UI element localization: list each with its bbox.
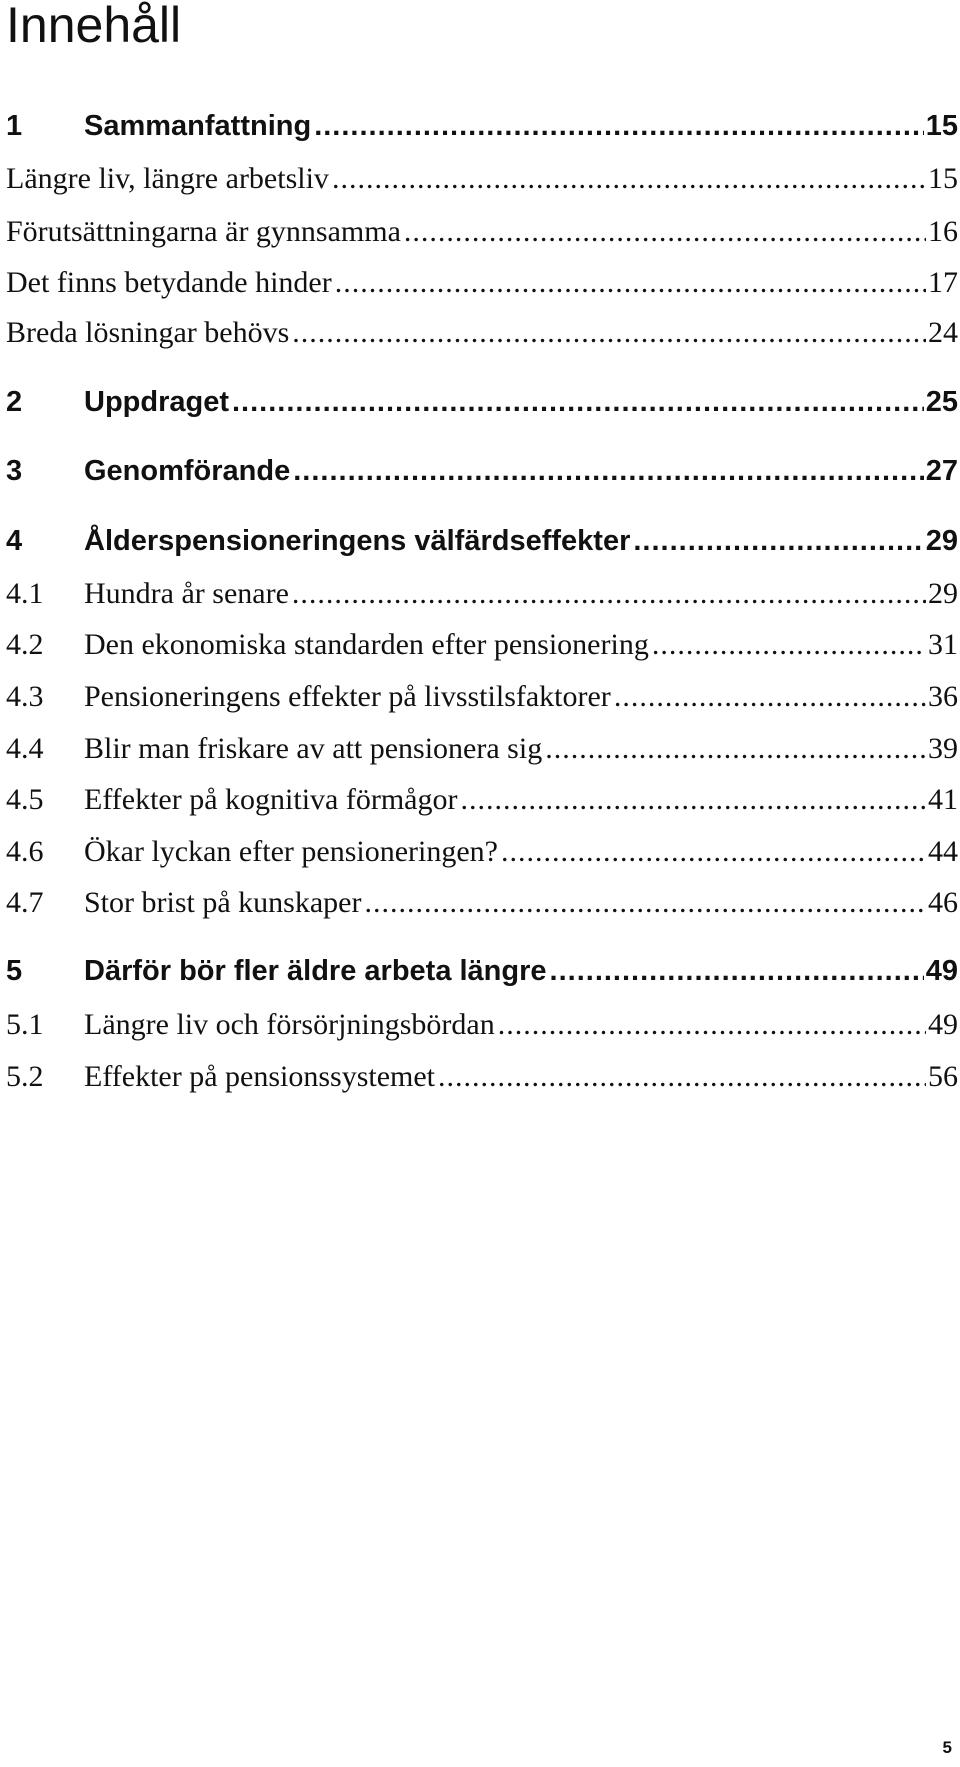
toc-entry-number: 4.2: [6, 628, 44, 661]
toc-entry-page: 49: [928, 1008, 958, 1041]
dot-leader: [335, 266, 926, 300]
toc-entry-title: Breda lösningar behövs: [6, 316, 290, 349]
dot-leader: [332, 162, 926, 196]
dot-leader: [545, 732, 926, 766]
toc-entry-title: Ålderspensioneringens välfärdseffekter: [84, 525, 631, 557]
toc-entry-page: 31: [928, 628, 958, 661]
toc-entry-title: Uppdraget: [84, 386, 229, 418]
toc-entry-number: 4.6: [6, 835, 44, 868]
toc-entry-page: 39: [928, 732, 958, 765]
toc-entry-page: 41: [928, 783, 958, 816]
toc-entry-title: Effekter på pensionssystemet: [84, 1060, 436, 1093]
toc-entry-title: Stor brist på kunskaper: [84, 886, 362, 919]
dot-leader: [501, 835, 926, 869]
toc-entry-number: 2: [6, 386, 23, 418]
toc-entry-number: 4.1: [6, 577, 44, 610]
toc-entry-page: 17: [928, 266, 958, 299]
toc-entry-number: 5.2: [6, 1060, 44, 1093]
toc-entry-title: Ökar lyckan efter pensioneringen?: [84, 835, 498, 868]
dot-leader: [652, 628, 926, 662]
toc-entry[interactable]: [6, 525, 958, 569]
toc-entry-title: Därför bör fler äldre arbeta längre: [84, 955, 547, 987]
dot-leader: [460, 783, 926, 817]
toc-entry-number: 5: [6, 955, 23, 987]
dot-leader: [314, 110, 924, 143]
dot-leader: [293, 455, 923, 488]
toc-entry[interactable]: [6, 1008, 958, 1052]
toc-entry-page: 25: [925, 386, 958, 418]
toc-entry[interactable]: [6, 162, 958, 206]
dot-leader: [232, 386, 924, 419]
dot-leader: [292, 577, 926, 611]
toc-entry-title: Effekter på kognitiva förmågor: [84, 783, 458, 816]
toc-entry-number: 4: [6, 525, 23, 557]
toc-entry[interactable]: [6, 886, 958, 930]
dot-leader: [404, 215, 926, 249]
toc-entry[interactable]: [6, 215, 958, 259]
toc-entry[interactable]: [6, 732, 958, 776]
toc-entry-number: 4.3: [6, 680, 44, 713]
toc-entry-title: Längre liv och försörjningsbördan: [84, 1008, 495, 1041]
dot-leader: [614, 680, 926, 714]
dot-leader: [633, 525, 923, 558]
dot-leader: [498, 1008, 926, 1042]
toc-entry[interactable]: [6, 1060, 958, 1104]
toc-entry-number: 3: [6, 455, 23, 487]
page-number: 5: [942, 1738, 952, 1757]
toc-entry-title: Längre liv, längre arbetsliv: [6, 162, 329, 195]
toc-entry-title: Sammanfattning: [84, 110, 312, 142]
toc-entry[interactable]: [6, 455, 958, 499]
dot-leader: [292, 316, 926, 350]
toc-entry-page: 46: [928, 886, 958, 919]
toc-entry[interactable]: [6, 955, 958, 999]
toc-entry-page: 29: [925, 525, 958, 557]
dot-leader: [550, 955, 924, 988]
toc-entry-title: Det finns betydande hinder: [6, 266, 332, 299]
toc-entry-page: 24: [928, 316, 958, 349]
dot-leader: [364, 886, 926, 920]
toc-entry-page: 16: [928, 215, 958, 248]
toc-entry-number: 1: [6, 110, 23, 142]
toc-entry[interactable]: [6, 386, 958, 430]
toc-entry-number: 4.7: [6, 886, 44, 919]
toc-entry-title: Blir man friskare av att pensionera sig: [84, 732, 543, 765]
toc-entry-page: 49: [925, 955, 958, 987]
page-title: Innehåll: [6, 0, 182, 53]
dot-leader: [438, 1060, 926, 1094]
toc-entry-page: 36: [928, 680, 958, 713]
toc-entry-title: Genomförande: [84, 455, 291, 487]
toc-entry-page: 56: [928, 1060, 958, 1093]
toc-entry-title: Hundra år senare: [84, 577, 289, 610]
toc-entry-page: 27: [925, 455, 958, 487]
toc-entry-title: Pensioneringens effekter på livsstilsfaktorer: [84, 680, 611, 713]
toc-entry-title: Den ekonomiska standarden efter pensionering: [84, 628, 649, 661]
toc-entry-title: Förutsättningarna är gynnsamma: [6, 215, 401, 248]
toc-entry-page: 29: [928, 577, 958, 610]
toc-entry[interactable]: [6, 577, 958, 621]
toc-entry[interactable]: [6, 316, 958, 360]
toc-entry-number: 4.4: [6, 732, 44, 765]
toc-entry[interactable]: [6, 266, 958, 310]
toc-entry[interactable]: [6, 680, 958, 724]
toc-entry-page: 44: [928, 835, 958, 868]
toc-entry[interactable]: [6, 783, 958, 827]
toc-entry-page: 15: [928, 162, 958, 195]
toc-entry[interactable]: [6, 110, 958, 154]
toc-entry[interactable]: [6, 835, 958, 879]
toc-entry-page: 15: [925, 110, 958, 142]
toc-entry-number: 4.5: [6, 783, 44, 816]
toc-entry-number: 5.1: [6, 1008, 44, 1041]
toc-entry[interactable]: [6, 628, 958, 672]
